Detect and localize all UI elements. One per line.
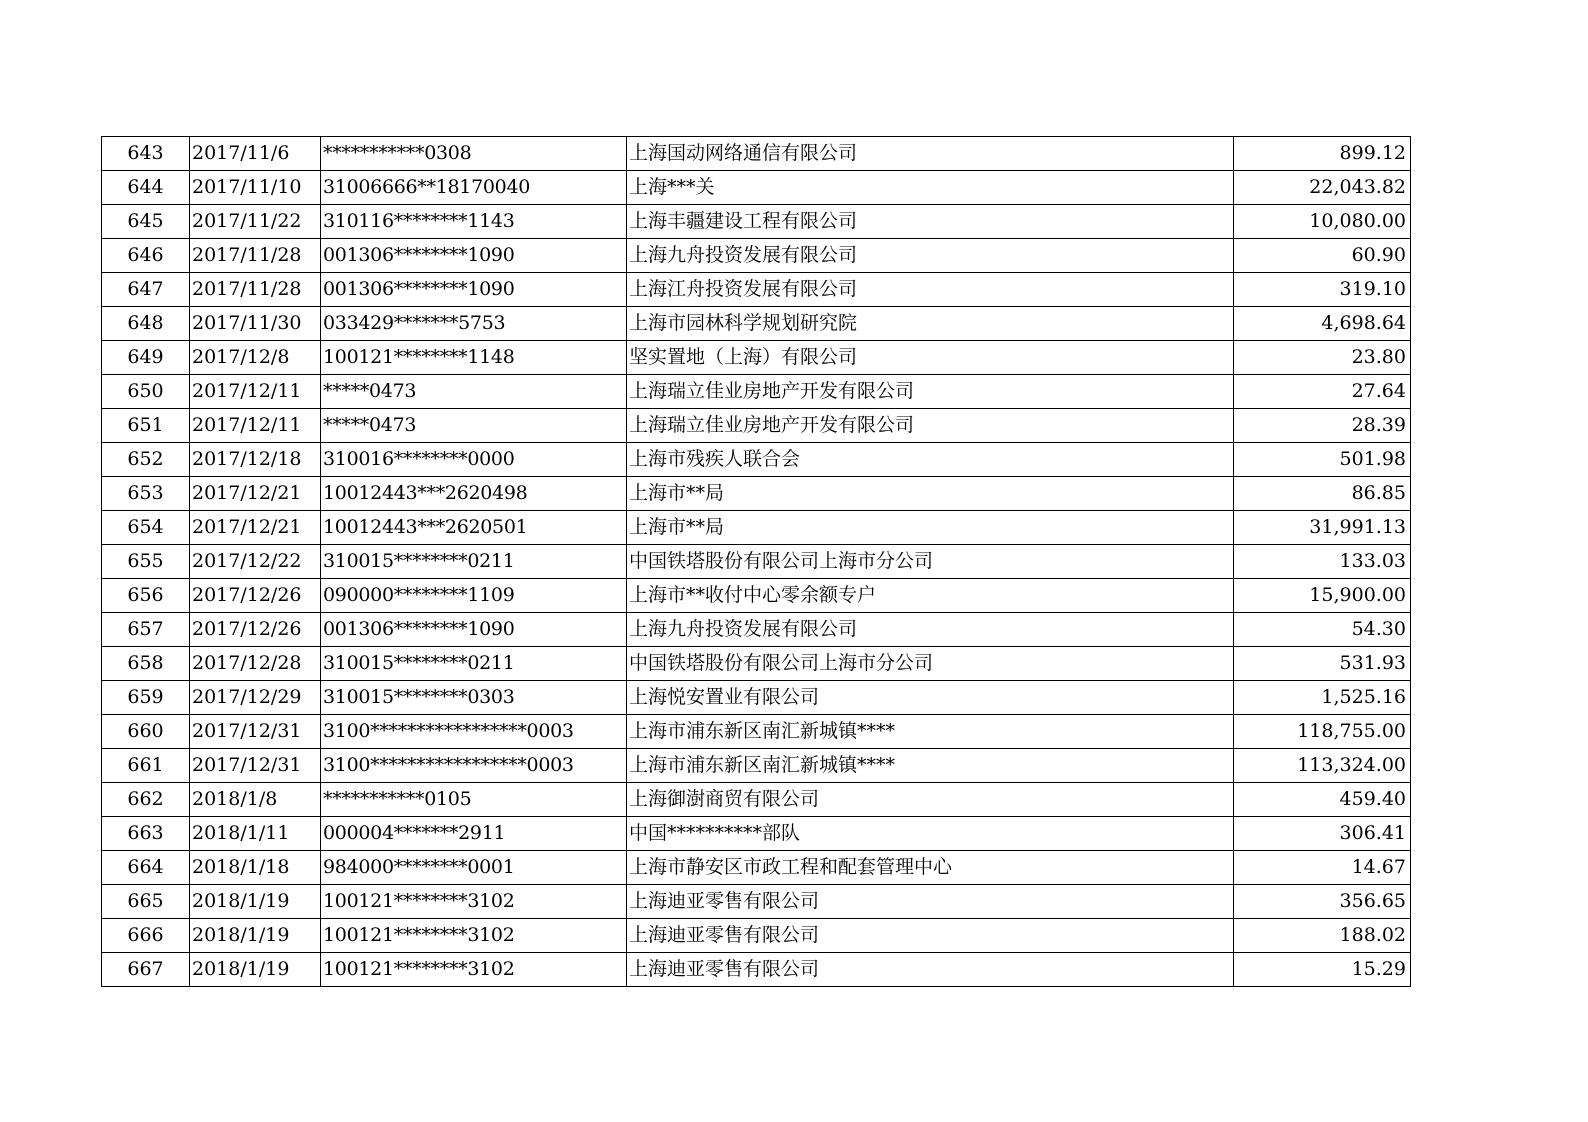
organization-name-cell: 上海市浦东新区南汇新城镇**** (627, 749, 1234, 783)
table-row (102, 715, 1411, 749)
organization-name-cell: 上海市园林科学规划研究院 (627, 307, 1234, 341)
row-number-cell: 647 (102, 273, 190, 307)
date-cell: 2017/12/26 (190, 579, 321, 613)
row-number-cell: 666 (102, 919, 190, 953)
date-cell: 2017/11/22 (190, 205, 321, 239)
date-cell: 2017/12/11 (190, 375, 321, 409)
amount-cell: 15,900.00 (1234, 579, 1411, 613)
account-number-cell: 310015********0211 (321, 647, 627, 681)
row-number-cell: 644 (102, 171, 190, 205)
account-number-cell: 984000********0001 (321, 851, 627, 885)
row-number-cell: 650 (102, 375, 190, 409)
date-cell: 2017/12/21 (190, 511, 321, 545)
organization-name-cell: 上海江舟投资发展有限公司 (627, 273, 1234, 307)
table-row (102, 477, 1411, 511)
row-number-cell: 659 (102, 681, 190, 715)
row-number-cell: 646 (102, 239, 190, 273)
table-row (102, 783, 1411, 817)
organization-name-cell: 上海丰疆建设工程有限公司 (627, 205, 1234, 239)
table-row (102, 579, 1411, 613)
table-row (102, 273, 1411, 307)
date-cell: 2017/12/11 (190, 409, 321, 443)
amount-cell: 531.93 (1234, 647, 1411, 681)
amount-cell: 54.30 (1234, 613, 1411, 647)
table-row (102, 817, 1411, 851)
organization-name-cell: 上海市静安区市政工程和配套管理中心 (627, 851, 1234, 885)
table-row (102, 171, 1411, 205)
amount-cell: 459.40 (1234, 783, 1411, 817)
organization-name-cell: 上海迪亚零售有限公司 (627, 885, 1234, 919)
amount-cell: 118,755.00 (1234, 715, 1411, 749)
row-number-cell: 651 (102, 409, 190, 443)
amount-cell: 501.98 (1234, 443, 1411, 477)
row-number-cell: 664 (102, 851, 190, 885)
organization-name-cell: 上海瑞立佳业房地产开发有限公司 (627, 409, 1234, 443)
date-cell: 2017/12/22 (190, 545, 321, 579)
date-cell: 2017/12/31 (190, 715, 321, 749)
organization-name-cell: 上海市浦东新区南汇新城镇**** (627, 715, 1234, 749)
organization-name-cell: 上海迪亚零售有限公司 (627, 919, 1234, 953)
account-number-cell: *****0473 (321, 375, 627, 409)
row-number-cell: 660 (102, 715, 190, 749)
date-cell: 2017/12/28 (190, 647, 321, 681)
row-number-cell: 656 (102, 579, 190, 613)
account-number-cell: 100121********1148 (321, 341, 627, 375)
account-number-cell: 31006666**18170040 (321, 171, 627, 205)
organization-name-cell: 上海悦安置业有限公司 (627, 681, 1234, 715)
amount-cell: 4,698.64 (1234, 307, 1411, 341)
account-number-cell: 090000********1109 (321, 579, 627, 613)
date-cell: 2017/12/26 (190, 613, 321, 647)
date-cell: 2018/1/11 (190, 817, 321, 851)
row-number-cell: 654 (102, 511, 190, 545)
account-number-cell: 033429*******5753 (321, 307, 627, 341)
date-cell: 2017/12/18 (190, 443, 321, 477)
row-number-cell: 662 (102, 783, 190, 817)
organization-name-cell: 上海市残疾人联合会 (627, 443, 1234, 477)
date-cell: 2017/11/28 (190, 239, 321, 273)
date-cell: 2018/1/8 (190, 783, 321, 817)
account-number-cell: *****0473 (321, 409, 627, 443)
date-cell: 2017/11/28 (190, 273, 321, 307)
date-cell: 2017/12/21 (190, 477, 321, 511)
amount-cell: 60.90 (1234, 239, 1411, 273)
table-row (102, 545, 1411, 579)
date-cell: 2018/1/18 (190, 851, 321, 885)
date-cell: 2018/1/19 (190, 919, 321, 953)
date-cell: 2017/11/6 (190, 137, 321, 171)
organization-name-cell: 上海九舟投资发展有限公司 (627, 239, 1234, 273)
account-number-cell: 001306********1090 (321, 273, 627, 307)
account-number-cell: 10012443***2620498 (321, 477, 627, 511)
amount-cell: 356.65 (1234, 885, 1411, 919)
table-row (102, 851, 1411, 885)
date-cell: 2017/12/31 (190, 749, 321, 783)
account-number-cell: 10012443***2620501 (321, 511, 627, 545)
amount-cell: 27.64 (1234, 375, 1411, 409)
records-table (101, 136, 1411, 987)
date-cell: 2018/1/19 (190, 953, 321, 987)
amount-cell: 899.12 (1234, 137, 1411, 171)
date-cell: 2018/1/19 (190, 885, 321, 919)
table-row (102, 239, 1411, 273)
date-cell: 2017/12/29 (190, 681, 321, 715)
date-cell: 2017/11/10 (190, 171, 321, 205)
amount-cell: 28.39 (1234, 409, 1411, 443)
table-row (102, 681, 1411, 715)
table-row (102, 511, 1411, 545)
organization-name-cell: 上海***关 (627, 171, 1234, 205)
table-row (102, 613, 1411, 647)
amount-cell: 22,043.82 (1234, 171, 1411, 205)
row-number-cell: 665 (102, 885, 190, 919)
records-body (102, 137, 1411, 987)
amount-cell: 86.85 (1234, 477, 1411, 511)
organization-name-cell: 上海御澍商贸有限公司 (627, 783, 1234, 817)
account-number-cell: 3100*****************0003 (321, 749, 627, 783)
account-number-cell: 000004*******2911 (321, 817, 627, 851)
organization-name-cell: 上海市**局 (627, 511, 1234, 545)
row-number-cell: 657 (102, 613, 190, 647)
organization-name-cell: 上海市**局 (627, 477, 1234, 511)
amount-cell: 14.67 (1234, 851, 1411, 885)
amount-cell: 113,324.00 (1234, 749, 1411, 783)
row-number-cell: 652 (102, 443, 190, 477)
account-number-cell: 001306********1090 (321, 613, 627, 647)
amount-cell: 319.10 (1234, 273, 1411, 307)
row-number-cell: 648 (102, 307, 190, 341)
table-row (102, 375, 1411, 409)
row-number-cell: 658 (102, 647, 190, 681)
date-cell: 2017/12/8 (190, 341, 321, 375)
organization-name-cell: 中国铁塔股份有限公司上海市分公司 (627, 545, 1234, 579)
row-number-cell: 653 (102, 477, 190, 511)
date-cell: 2017/11/30 (190, 307, 321, 341)
table-row (102, 953, 1411, 987)
table-row (102, 205, 1411, 239)
row-number-cell: 661 (102, 749, 190, 783)
row-number-cell: 643 (102, 137, 190, 171)
account-number-cell: 310016********0000 (321, 443, 627, 477)
amount-cell: 1,525.16 (1234, 681, 1411, 715)
organization-name-cell: 坚实置地（上海）有限公司 (627, 341, 1234, 375)
table-row (102, 341, 1411, 375)
organization-name-cell: 上海迪亚零售有限公司 (627, 953, 1234, 987)
table-row (102, 919, 1411, 953)
account-number-cell: 3100*****************0003 (321, 715, 627, 749)
amount-cell: 188.02 (1234, 919, 1411, 953)
row-number-cell: 649 (102, 341, 190, 375)
account-number-cell: 100121********3102 (321, 885, 627, 919)
row-number-cell: 663 (102, 817, 190, 851)
table-row (102, 749, 1411, 783)
amount-cell: 15.29 (1234, 953, 1411, 987)
account-number-cell: 100121********3102 (321, 919, 627, 953)
account-number-cell: ***********0105 (321, 783, 627, 817)
table-row (102, 307, 1411, 341)
account-number-cell: 310015********0211 (321, 545, 627, 579)
account-number-cell: 310116********1143 (321, 205, 627, 239)
table-row (102, 443, 1411, 477)
account-number-cell: 310015********0303 (321, 681, 627, 715)
table-row (102, 647, 1411, 681)
organization-name-cell: 中国铁塔股份有限公司上海市分公司 (627, 647, 1234, 681)
table-row (102, 409, 1411, 443)
organization-name-cell: 上海国动网络通信有限公司 (627, 137, 1234, 171)
organization-name-cell: 上海市**收付中心零余额专户 (627, 579, 1234, 613)
amount-cell: 31,991.13 (1234, 511, 1411, 545)
organization-name-cell: 上海九舟投资发展有限公司 (627, 613, 1234, 647)
amount-cell: 133.03 (1234, 545, 1411, 579)
row-number-cell: 645 (102, 205, 190, 239)
amount-cell: 306.41 (1234, 817, 1411, 851)
organization-name-cell: 中国**********部队 (627, 817, 1234, 851)
amount-cell: 23.80 (1234, 341, 1411, 375)
table-row (102, 137, 1411, 171)
account-number-cell: 100121********3102 (321, 953, 627, 987)
amount-cell: 10,080.00 (1234, 205, 1411, 239)
row-number-cell: 655 (102, 545, 190, 579)
account-number-cell: 001306********1090 (321, 239, 627, 273)
table-row (102, 885, 1411, 919)
account-number-cell: ***********0308 (321, 137, 627, 171)
organization-name-cell: 上海瑞立佳业房地产开发有限公司 (627, 375, 1234, 409)
row-number-cell: 667 (102, 953, 190, 987)
